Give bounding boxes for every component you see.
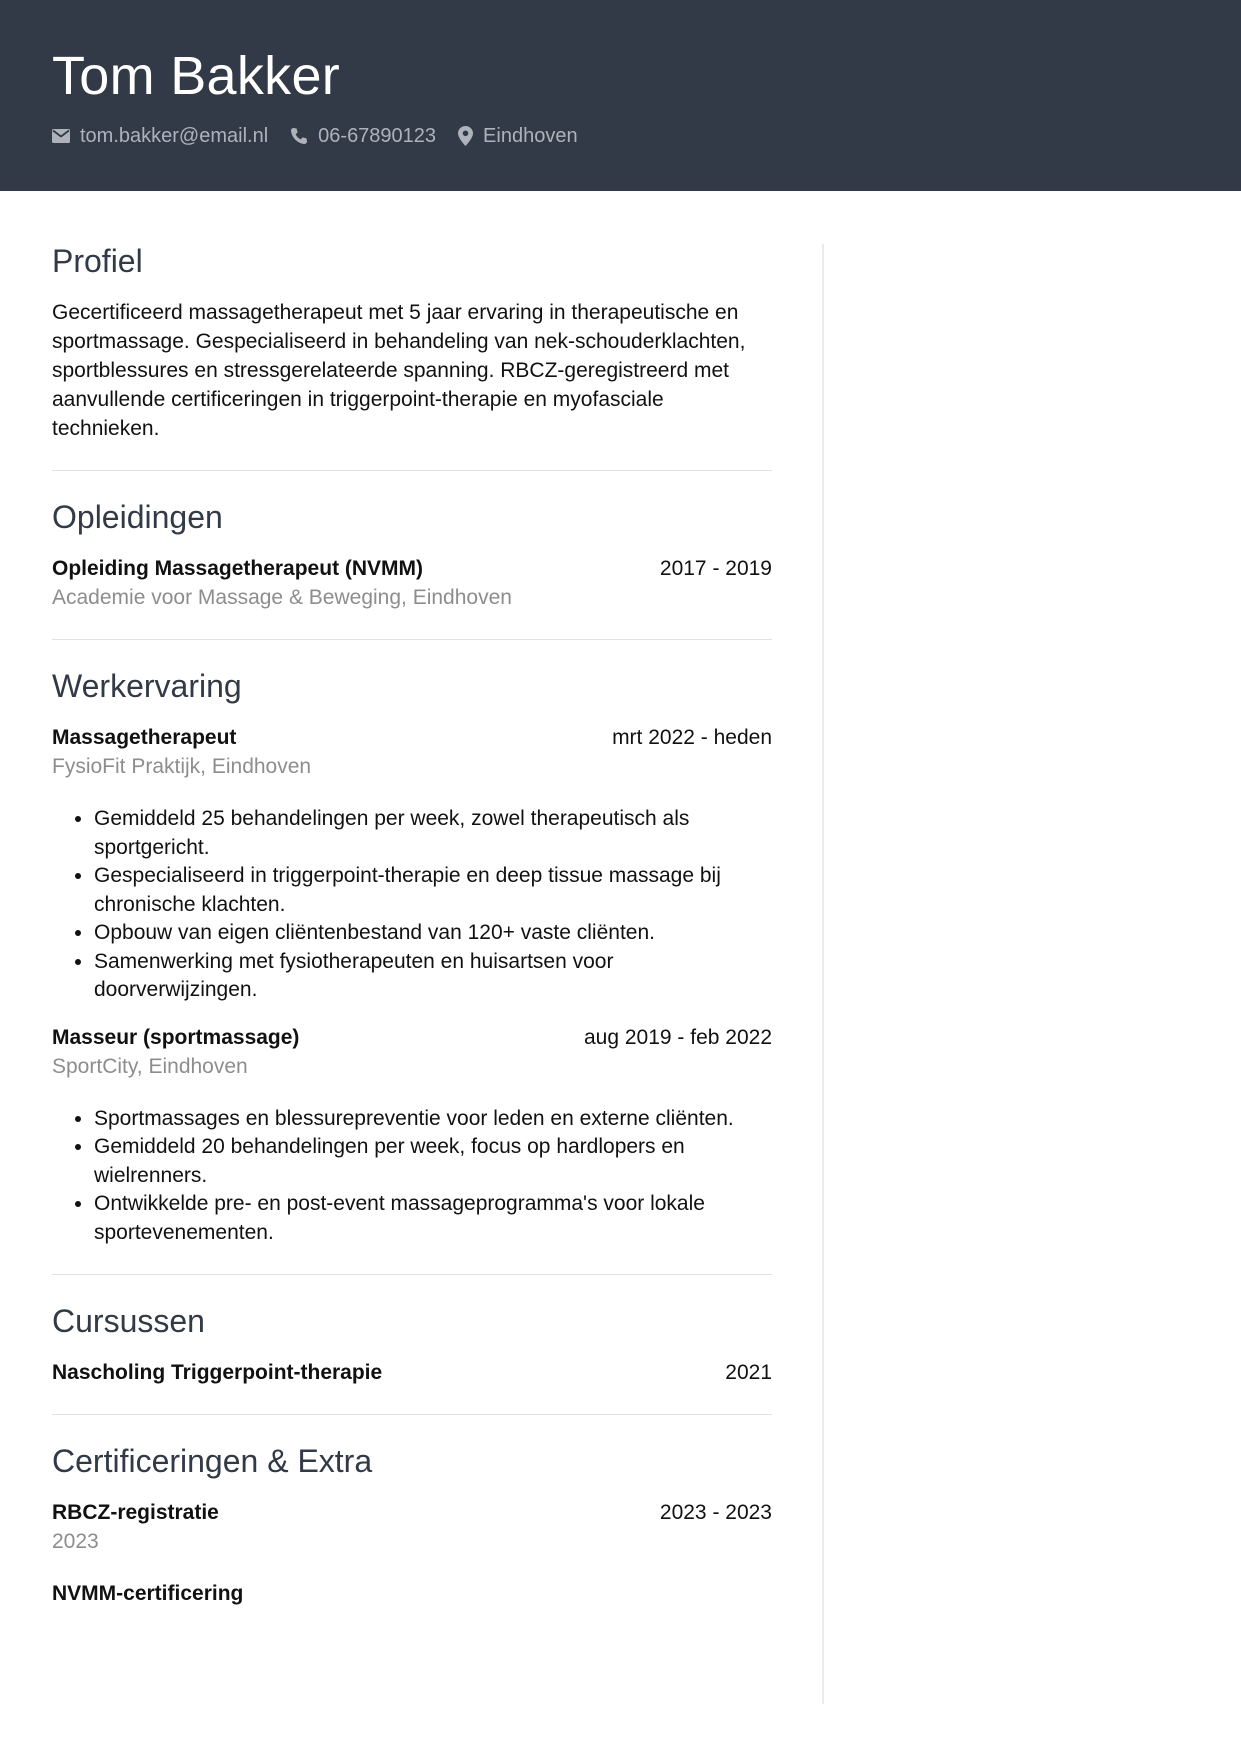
entry-header	[52, 1579, 772, 1608]
location-text: Eindhoven	[483, 124, 578, 147]
email-text: tom.bakker@email.nl	[80, 124, 269, 147]
envelope-icon	[52, 129, 70, 143]
section-divider	[52, 639, 772, 640]
cv-header	[0, 0, 1241, 191]
bullet-item: • Gespecialiseerd in triggerpoint-therapie en deep tissue massage bij chronische klachten.	[94, 862, 772, 919]
bullet-item: • Gemiddeld 25 behandelingen per week, zowel therapeutisch als sportgericht.	[94, 805, 772, 862]
course-title: Nascholing Triggerpoint-therapie	[52, 1361, 383, 1384]
education-section	[52, 494, 772, 612]
job-employer: SportCity, Eindhoven	[52, 1054, 248, 1078]
entry-header	[52, 1358, 772, 1387]
entry-title: Opleiding Massagetherapeut (NVMM)	[52, 557, 424, 580]
experience-section	[52, 663, 772, 1247]
entry-header	[52, 554, 772, 583]
entry-institution: Academie voor Massage & Beweging, Eindhoven	[52, 586, 512, 609]
job-bullets	[52, 1105, 772, 1248]
contact-info	[52, 121, 600, 151]
entry-header	[52, 1498, 772, 1527]
location-pin-icon	[458, 126, 473, 146]
section-title: Profiel	[52, 243, 143, 279]
certification-title: NVMM-certificering	[52, 1582, 244, 1605]
entry-header	[52, 723, 772, 752]
contact-location	[458, 125, 578, 148]
course-date: 2021	[725, 1361, 772, 1384]
column-divider	[822, 244, 824, 1704]
job-title: Masseur (sportmassage)	[52, 1025, 300, 1049]
job-date: aug 2019 - feb 2022	[584, 1025, 772, 1049]
job-entry	[52, 1023, 772, 1248]
job-title: Massagetherapeut	[52, 726, 237, 749]
main-column	[52, 238, 772, 1608]
section-title: Cursussen	[52, 1303, 205, 1339]
entry-date: 2017 - 2019	[659, 557, 772, 580]
courses-section	[52, 1298, 772, 1387]
bullet-item: • Sportmassages en blessurepreventie voor leden en externe cliënten.	[94, 1105, 772, 1134]
entry-header	[52, 1023, 772, 1052]
bullet-item: • Opbouw van eigen cliëntenbestand van 120+ vaste cliënten.	[94, 919, 772, 948]
certification-sub: 2023	[52, 1530, 99, 1553]
section-title: Werkervaring	[52, 668, 242, 704]
section-divider	[52, 1414, 772, 1415]
section-title: Opleidingen	[52, 499, 223, 535]
job-entry	[52, 723, 772, 1005]
bullet-item: • Ontwikkelde pre- en post-event massageprogramma's voor lokale sportevenementen.	[94, 1190, 772, 1247]
section-divider	[52, 470, 772, 471]
section-divider	[52, 1274, 772, 1275]
certification-entry	[52, 1579, 772, 1608]
job-date: mrt 2022 - heden	[612, 726, 772, 749]
section-title: Certificeringen & Extra	[52, 1443, 373, 1479]
bullet-item: • Gemiddeld 20 behandelingen per week, focus op hardlopers en wielrenners.	[94, 1133, 772, 1190]
bullet-item: • Samenwerking met fysiotherapeuten en huisartsen voor doorverwijzingen.	[94, 948, 772, 1005]
contact-phone	[290, 125, 436, 148]
certification-title: RBCZ-registratie	[52, 1501, 219, 1524]
course-entry	[52, 1358, 772, 1387]
candidate-name: Tom Bakker	[52, 46, 341, 106]
profile-section	[52, 238, 772, 443]
phone-text: 06-67890123	[318, 124, 437, 147]
certification-entry	[52, 1498, 772, 1556]
certifications-section	[52, 1438, 772, 1608]
certification-date: 2023 - 2023	[659, 1501, 772, 1524]
job-bullets	[52, 805, 772, 1005]
phone-icon	[290, 127, 308, 145]
education-entry	[52, 554, 772, 612]
profile-text: Gecertificeerd massagetherapeut met 5 jaar ervaring in therapeutische en sportmassage. Gespecialiseerd in behandeling van nek-schouderklachten, sportblessures en stressgerelateerde spanning. RBCZ-geregistreerd met aanvullende certificeringen in triggerpoint-therapie en myofasciale technieken.	[52, 301, 746, 440]
contact-email	[52, 125, 268, 148]
job-employer: FysioFit Praktijk, Eindhoven	[52, 755, 312, 778]
